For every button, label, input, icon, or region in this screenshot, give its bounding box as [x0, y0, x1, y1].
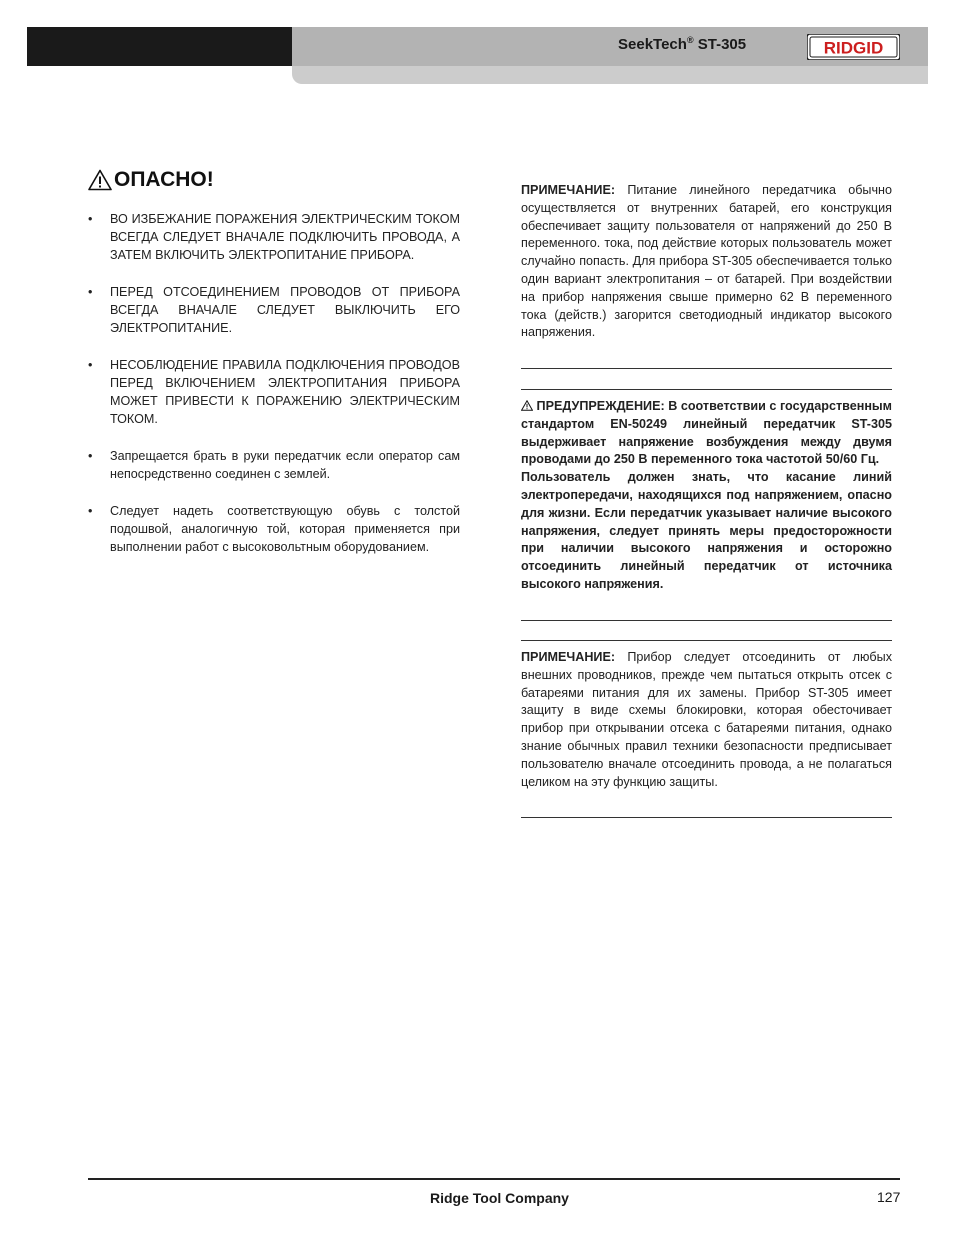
ridgid-logo — [807, 34, 900, 60]
danger-bullet-1: • ВО ИЗБЕЖАНИЕ ПОРАЖЕНИЯ ЭЛЕКТРИЧЕСКИМ ТОКОМ ВСЕГДА СЛЕДУЕТ ВНАЧАЛЕ ПОДКЛЮЧИТЬ ПРОВОДА, А ЗАТЕМ ВКЛЮЧИТЬ ЭЛЕКТРОПИТАНИЕ ПРИБОРА. — [88, 210, 460, 264]
divider — [521, 817, 892, 818]
warning-text-2: Пользователь должен знать, что касание линий электропередачи, находящихся под напряжением, опасно для жизни. Если передатчик указывает наличие высокого напряжения, следует принять меры предосторожности при наличии высокого напряжения и осторожно отсоединить линейный передатчик от источника высокого напряжения. — [521, 470, 892, 591]
footer-company: Ridge Tool Company — [430, 1190, 569, 1206]
note-battery-replacement — [521, 649, 892, 791]
danger-bullet-2: • ПЕРЕД ОТСОЕДИНЕНИЕМ ПРОВОДОВ ОТ ПРИБОРА ВСЕГДА ВНАЧАЛЕ СЛЕДУЕТ ВЫКЛЮЧИТЬ ЕГО ЭЛЕКТРОПИТАНИЕ. — [88, 283, 460, 337]
warning-lead: ПРЕДУПРЕЖДЕНИЕ: — [536, 399, 665, 413]
page-number: 127 — [877, 1189, 901, 1205]
danger-bullet-5: • Следует надеть соответствующую обувь с толстой подошвой, аналогичную той, которая применяется при выполнении работ с высоковольтным оборудованием. — [88, 502, 460, 556]
danger-bullet-4: • Запрещается брать в руки передатчик если оператор сам непосредственно соединен с землей. — [88, 447, 460, 483]
divider — [521, 620, 892, 621]
header-black-band — [27, 27, 292, 66]
warning-block — [521, 398, 892, 594]
danger-heading — [88, 168, 214, 192]
danger-bullet-list — [88, 210, 460, 575]
warning-triangle-icon — [521, 400, 533, 411]
note-lead: ПРИМЕЧАНИЕ: — [521, 650, 616, 664]
header-grey-tab — [292, 66, 928, 84]
warning-text-1: В соответствии с государственным стандартом EN-50249 линейный передатчик ST-305 выдерживает напряжение возбуждения между двумя проводами до 250 В переменного тока частотой 50/60 Гц. — [521, 399, 892, 467]
danger-bullet-3: • НЕСОБЛЮДЕНИЕ ПРАВИЛА ПОДКЛЮЧЕНИЯ ПРОВОДОВ ПЕРЕД ВКЛЮЧЕНИЕМ ЭЛЕКТРОПИТАНИЯ ПРИБОРА МОЖЕТ ПРИВЕСТИ К ПОРАЖЕНИЮ ЭЛЕКТРИЧЕСКИМ ТОКОМ. — [88, 356, 460, 428]
header-product-title: SeekTech® ST-305 — [618, 35, 747, 53]
note-text: Прибор следует отсоединить от любых внешних проводников, прежде чем пытаться открыть отсек с батареями питания для их замены. Прибор ST-305 имеет защиту в виде схемы блокировки, которая обесточивает прибор при открывании отсека с батареями питания, однако знание обычных правил техники безопасности предписывает пользователю вначале отсоединить провода, а не полагаться целиком на эту функцию защиты. — [521, 650, 892, 789]
note-battery-power — [521, 182, 892, 342]
danger-title: ОПАСНО! — [114, 168, 214, 191]
divider — [521, 368, 892, 369]
footer-rule — [88, 1178, 900, 1180]
divider — [521, 389, 892, 390]
svg-text:RIDGID: RIDGID — [823, 38, 884, 58]
note-lead: ПРИМЕЧАНИЕ: — [521, 183, 616, 197]
warning-triangle-icon — [88, 169, 112, 191]
divider — [521, 640, 892, 641]
note-text: Питание линейного передатчика обычно осуществляется от внутренних батарей, его конструкция обеспечивает защиту пользователя от напряжений до 250 В переменного. тока, под действие которых пользователь может случайно попасть. Для прибора ST-305 обеспечивается только один вариант электропитания – от батарей. При воздействии на прибор напряжения свыше примерно 62 В переменного тока (действ.) загорится светодиодный индикатор высокого напряжения. — [521, 183, 892, 340]
